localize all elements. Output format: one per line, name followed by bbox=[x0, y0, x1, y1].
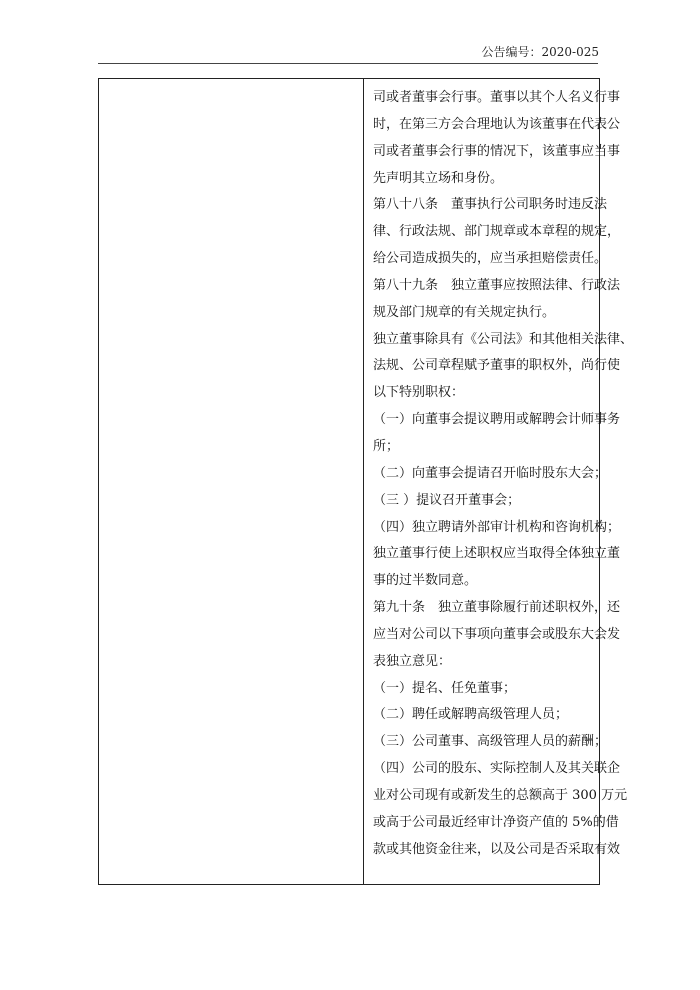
text-line: 第九十条 独立董事除履行前述职权外，还 bbox=[373, 600, 621, 616]
text-line: 第八十九条 独立董事应按照法律、行政法 bbox=[373, 277, 621, 293]
column-divider bbox=[363, 79, 364, 884]
text-line: （四）独立聘请外部审计机构和咨询机构； bbox=[373, 519, 621, 535]
text-line: 第八十八条 董事执行公司职务时违反法 bbox=[373, 197, 608, 213]
text-line: 先声明其立场和身份。 bbox=[373, 170, 504, 186]
text-line: 或高于公司最近经审计净资产值的 5%的借 bbox=[373, 814, 619, 830]
right-cell-text bbox=[373, 85, 634, 863]
text-line: （一）提名、任免董事； bbox=[373, 680, 517, 696]
text-line: 规及部门规章的有关规定执行。 bbox=[373, 304, 556, 320]
header-rule bbox=[98, 63, 598, 64]
text-line: 所； bbox=[373, 438, 400, 454]
text-line: 司或者董事会行事。董事以其个人名义行事 bbox=[373, 90, 621, 105]
text-line: 应当对公司以下事项向董事会或股东大会发 bbox=[373, 626, 621, 642]
text-line: （四）公司的股东、实际控制人及其关联企 bbox=[373, 761, 621, 777]
text-line: 业对公司现有或新发生的总额高于 300 万元 bbox=[373, 787, 628, 803]
text-line: 律、行政法规、部门规章或本章程的规定， bbox=[373, 224, 621, 240]
text-line: 司或者董事会行事的情况下，该董事应当事 bbox=[373, 143, 621, 159]
document-number: 公告编号：2020-025 bbox=[481, 45, 599, 59]
text-line: 独立董事除具有《公司法》和其他相关法律、 bbox=[373, 331, 634, 347]
text-line: （一）向董事会提议聘用或解聘会计师事务 bbox=[373, 412, 621, 428]
text-line: （三）公司董事、高级管理人员的薪酬； bbox=[373, 734, 608, 750]
text-line: 独立董事行使上述职权应当取得全体独立董 bbox=[373, 546, 621, 562]
text-line: 表独立意见： bbox=[373, 653, 452, 669]
text-line: 事的过半数同意。 bbox=[373, 573, 478, 589]
left-cell-empty bbox=[99, 79, 363, 884]
text-line: （二）聘任或解聘高级管理人员； bbox=[373, 707, 569, 723]
text-line: 款或其他资金往来，以及公司是否采取有效 bbox=[373, 841, 621, 857]
text-line: 给公司造成损失的，应当承担赔偿责任。 bbox=[373, 251, 608, 267]
text-line: （二）向董事会提请召开临时股东大会； bbox=[373, 465, 608, 481]
comparison-table bbox=[98, 78, 634, 885]
text-line: 时，在第三方会合理地认为该董事在代表公 bbox=[373, 116, 621, 132]
text-line: 法规、公司章程赋予董事的职权外，尚行使 bbox=[373, 358, 621, 374]
text-line: （三 ）提议召开董事会； bbox=[373, 492, 521, 508]
text-line: 以下特别职权： bbox=[373, 385, 465, 401]
